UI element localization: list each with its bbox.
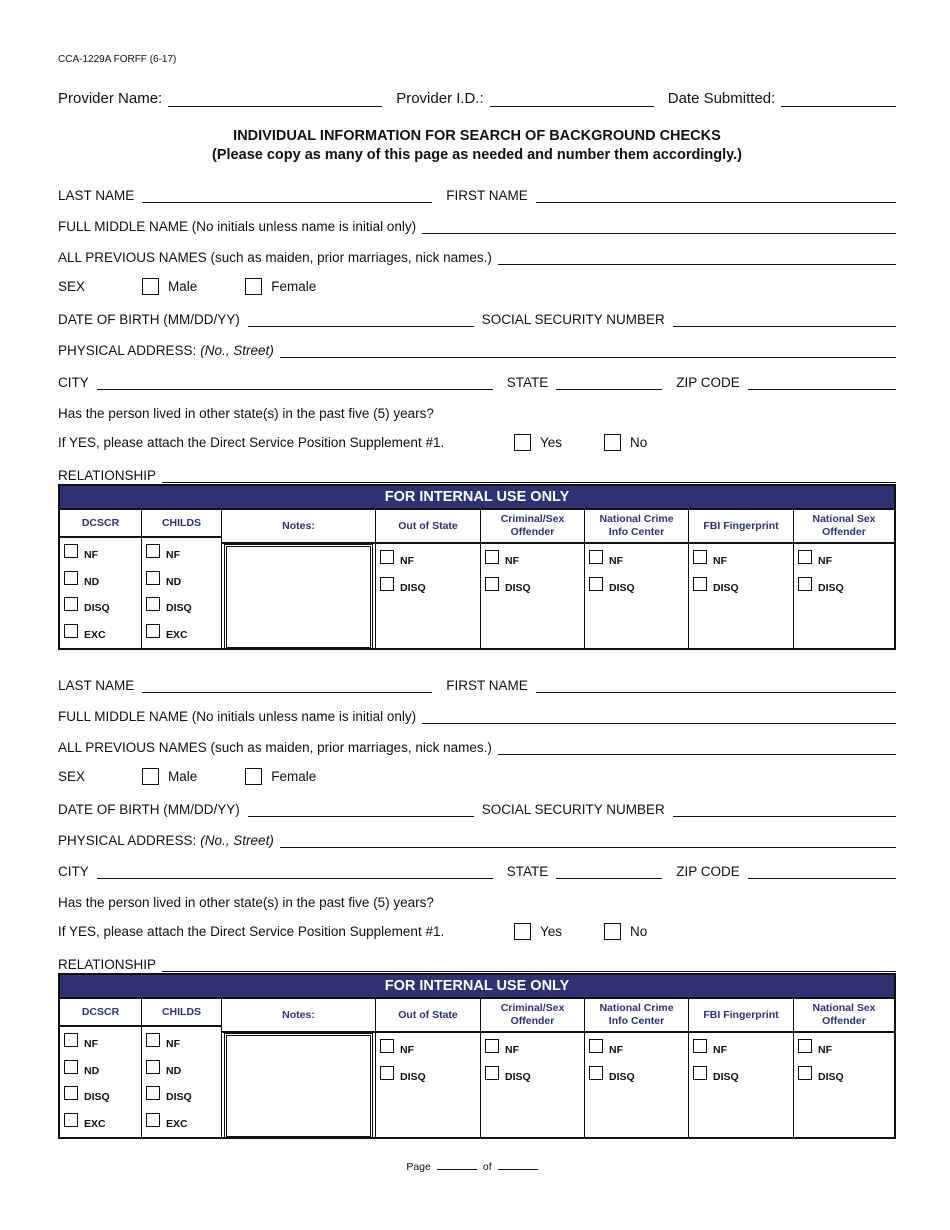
option-label: NF — [166, 1038, 180, 1051]
dcscr-exc[interactable] — [64, 1111, 141, 1138]
ssn-label: SOCIAL SECURITY NUMBER — [481, 312, 665, 327]
option-label: DISQ — [400, 581, 426, 594]
ncic-column — [585, 510, 689, 648]
address-row — [58, 828, 896, 848]
dob-ssn-row — [58, 307, 896, 327]
previous-names-label: ALL PREVIOUS NAMES (such as maiden, prior marriages, nick names.) — [58, 250, 492, 265]
criminal-disq[interactable] — [485, 1064, 584, 1091]
checkbox-icon[interactable] — [798, 1039, 812, 1053]
checkbox-icon[interactable] — [146, 544, 160, 558]
relationship-label: RELATIONSHIP — [58, 468, 157, 483]
middle-name-row — [58, 214, 896, 234]
option-label: NF — [818, 555, 832, 568]
nso-disq[interactable] — [798, 575, 894, 602]
childs-nd[interactable] — [146, 1058, 221, 1085]
notes-header: Notes: — [222, 999, 375, 1033]
header-line: Offender — [510, 1015, 555, 1027]
option-label: DISQ — [713, 1070, 739, 1083]
address-field[interactable] — [280, 345, 896, 358]
nso-header — [794, 510, 894, 544]
checkbox-icon[interactable] — [693, 1066, 707, 1080]
last-name-label: LAST NAME — [58, 678, 135, 693]
childs-header: CHILDS — [142, 510, 221, 538]
zip-field[interactable] — [748, 866, 896, 879]
first-name-field[interactable] — [536, 190, 896, 203]
header-line: Info Center — [608, 526, 665, 538]
of-label: of — [482, 1161, 492, 1173]
option-label: NF — [713, 555, 727, 568]
last-name-label: LAST NAME — [58, 188, 135, 203]
internal-use-title: FOR INTERNAL USE ONLY — [60, 975, 894, 999]
ncic-disq[interactable] — [589, 575, 688, 602]
dob-label: DATE OF BIRTH (MM/DD/YY) — [58, 802, 240, 817]
yes-option[interactable] — [514, 434, 562, 451]
first-name-label: FIRST NAME — [446, 188, 528, 203]
sex-row — [58, 276, 896, 296]
relationship-field[interactable] — [162, 470, 896, 483]
address-hint: (No., Street) — [200, 343, 274, 358]
form-code: CCA-1229A FORFF (6-17) — [58, 54, 177, 65]
checkbox-icon[interactable] — [589, 1066, 603, 1080]
childs-exc[interactable] — [146, 1111, 221, 1138]
header-line: Criminal/Sex — [500, 513, 565, 525]
state-label: STATE — [506, 864, 549, 879]
option-label: NF — [166, 549, 180, 562]
first-name-field[interactable] — [536, 680, 896, 693]
dob-ssn-row — [58, 797, 896, 817]
option-label: ND — [166, 575, 182, 588]
nso-nf[interactable] — [798, 548, 894, 575]
checkbox-icon[interactable] — [64, 1060, 78, 1074]
no-option[interactable] — [604, 434, 647, 451]
checkbox-icon[interactable] — [798, 577, 812, 591]
checkbox-icon[interactable] — [693, 550, 707, 564]
form-title — [58, 127, 896, 165]
middle-name-field[interactable] — [422, 221, 896, 234]
no-checkbox[interactable] — [604, 923, 621, 940]
lived-question: Has the person lived in other state(s) in the past five (5) years? — [58, 406, 434, 421]
city-state-zip-row — [58, 370, 896, 390]
option-label: DISQ — [505, 1070, 531, 1083]
header-fields — [58, 90, 896, 107]
state-label: STATE — [506, 375, 549, 390]
out-of-state-column — [376, 510, 481, 648]
criminal-nf[interactable] — [485, 1037, 584, 1064]
sex-row — [58, 766, 896, 786]
page-footer — [0, 1160, 950, 1173]
nso-nf[interactable] — [798, 1037, 894, 1064]
page-total-field[interactable] — [498, 1160, 538, 1170]
header-line: Offender — [822, 1015, 866, 1027]
male-checkbox[interactable] — [142, 768, 159, 785]
fbi-disq[interactable] — [693, 575, 793, 602]
childs-column — [142, 999, 222, 1137]
childs-exc[interactable] — [146, 622, 221, 649]
if-yes-row — [58, 432, 896, 452]
option-label: NF — [400, 555, 414, 568]
fbi-disq[interactable] — [693, 1064, 793, 1091]
page-label: Page — [406, 1161, 431, 1173]
dcscr-nd[interactable] — [64, 569, 141, 596]
header-line: Criminal/Sex — [500, 1002, 565, 1014]
header-line: Info Center — [608, 1015, 665, 1027]
last-name-field[interactable] — [142, 190, 432, 203]
option-label: NF — [609, 1044, 623, 1057]
yes-option[interactable] — [514, 923, 562, 940]
childs-nd[interactable] — [146, 569, 221, 596]
checkbox-icon[interactable] — [380, 1066, 394, 1080]
checkbox-icon[interactable] — [798, 1066, 812, 1080]
zip-label: ZIP CODE — [676, 375, 740, 390]
address-label: PHYSICAL ADDRESS: — [58, 833, 197, 848]
ssn-field[interactable] — [673, 314, 896, 327]
if-yes-text: If YES, please attach the Direct Service Position Supplement #1. — [58, 923, 445, 939]
criminal-sex-offender-header — [481, 999, 584, 1033]
male-label: Male — [168, 768, 198, 784]
if-yes-text: If YES, please attach the Direct Service Position Supplement #1. — [58, 434, 445, 450]
yes-checkbox[interactable] — [514, 923, 531, 940]
address-label: PHYSICAL ADDRESS: — [58, 343, 197, 358]
out-of-state-column — [376, 999, 481, 1137]
option-label: DISQ — [818, 581, 844, 594]
middle-name-label: FULL MIDDLE NAME (No initials unless name is initial only) — [58, 219, 417, 234]
notes-column — [222, 999, 376, 1137]
address-field[interactable] — [280, 835, 896, 848]
checkbox-icon[interactable] — [146, 1086, 160, 1100]
fbi-nf[interactable] — [693, 548, 793, 575]
ncic-header — [585, 510, 688, 544]
nso-disq[interactable] — [798, 1064, 894, 1091]
option-label: NF — [609, 555, 623, 568]
header-line: National Sex — [812, 1002, 876, 1014]
lived-question-row — [58, 401, 896, 421]
middle-name-field[interactable] — [422, 711, 896, 724]
criminal-nf[interactable] — [485, 548, 584, 575]
middle-name-row — [58, 704, 896, 724]
dob-field[interactable] — [248, 314, 474, 327]
male-label: Male — [168, 278, 198, 294]
male-option[interactable] — [142, 768, 197, 785]
ncic-disq[interactable] — [589, 1064, 688, 1091]
fbi-column — [689, 510, 794, 648]
middle-name-label: FULL MIDDLE NAME (No initials unless name is initial only) — [58, 709, 417, 724]
option-label: NF — [818, 1044, 832, 1057]
lived-question-row — [58, 890, 896, 910]
checkbox-icon[interactable] — [380, 577, 394, 591]
checkbox-icon[interactable] — [146, 1060, 160, 1074]
name-row — [58, 673, 896, 693]
header-line: National Crime — [599, 513, 674, 525]
female-checkbox[interactable] — [245, 768, 262, 785]
ncic-header — [585, 999, 688, 1033]
notes-column — [222, 510, 376, 648]
checkbox-icon[interactable] — [64, 1033, 78, 1047]
sub-title: (Please copy as many of this page as needed and number them accordingly.) — [212, 147, 742, 163]
option-label: NF — [505, 1044, 519, 1057]
provider-name-label: Provider Name: — [58, 90, 163, 107]
out-of-state-header: Out of State — [376, 510, 480, 544]
male-checkbox[interactable] — [142, 278, 159, 295]
notes-box[interactable] — [226, 546, 371, 648]
checkbox-icon[interactable] — [64, 1113, 78, 1127]
dob-field[interactable] — [248, 804, 474, 817]
sex-label: SEX — [58, 278, 86, 294]
option-label: DISQ — [609, 581, 635, 594]
checkbox-icon[interactable] — [146, 624, 160, 638]
relationship-label: RELATIONSHIP — [58, 957, 157, 972]
dcscr-header: DCSCR — [60, 510, 141, 538]
fbi-nf[interactable] — [693, 1037, 793, 1064]
sex-label: SEX — [58, 768, 86, 784]
if-yes-row — [58, 921, 896, 941]
checkbox-icon[interactable] — [64, 571, 78, 585]
address-hint: (No., Street) — [200, 833, 274, 848]
relationship-field[interactable] — [162, 959, 896, 972]
option-label: DISQ — [166, 602, 192, 615]
checkbox-icon[interactable] — [146, 1033, 160, 1047]
ncic-nf[interactable] — [589, 1037, 688, 1064]
checkbox-icon[interactable] — [146, 597, 160, 611]
relationship-row — [58, 463, 896, 483]
city-state-zip-row — [58, 859, 896, 879]
checkbox-icon[interactable] — [798, 550, 812, 564]
last-name-field[interactable] — [142, 680, 432, 693]
header-line: National Crime — [599, 1002, 674, 1014]
option-label: EXC — [84, 628, 106, 641]
female-option[interactable] — [245, 768, 316, 785]
main-title: INDIVIDUAL INFORMATION FOR SEARCH OF BACKGROUND CHECKS — [233, 128, 721, 144]
yes-label: Yes — [540, 923, 563, 939]
provider-id-label: Provider I.D.: — [396, 90, 484, 107]
option-label: NF — [84, 1038, 98, 1051]
option-label: EXC — [166, 628, 188, 641]
checkbox-icon[interactable] — [693, 577, 707, 591]
ncic-nf[interactable] — [589, 548, 688, 575]
dcscr-column — [60, 510, 142, 648]
childs-column — [142, 510, 222, 648]
female-label: Female — [271, 278, 317, 294]
childs-nf[interactable] — [146, 542, 221, 569]
checkbox-icon[interactable] — [485, 550, 499, 564]
option-label: NF — [84, 549, 98, 562]
first-name-label: FIRST NAME — [446, 678, 528, 693]
dcscr-nf[interactable] — [64, 1031, 141, 1058]
internal-use-table — [58, 973, 896, 1139]
lived-question: Has the person lived in other state(s) in the past five (5) years? — [58, 895, 434, 910]
criminal-sex-offender-column — [481, 510, 585, 648]
fbi-column — [689, 999, 794, 1137]
female-checkbox[interactable] — [245, 278, 262, 295]
city-label: CITY — [58, 864, 89, 879]
internal-use-table — [58, 484, 896, 650]
checkbox-icon[interactable] — [380, 550, 394, 564]
female-option[interactable] — [245, 278, 316, 295]
checkbox-icon[interactable] — [64, 597, 78, 611]
criminal-disq[interactable] — [485, 575, 584, 602]
previous-names-label: ALL PREVIOUS NAMES (such as maiden, prior marriages, nick names.) — [58, 740, 492, 755]
city-field[interactable] — [97, 377, 493, 390]
checkbox-icon[interactable] — [380, 1039, 394, 1053]
yes-checkbox[interactable] — [514, 434, 531, 451]
no-label: No — [630, 434, 648, 450]
option-label: ND — [166, 1064, 182, 1077]
internal-use-title: FOR INTERNAL USE ONLY — [60, 486, 894, 510]
option-label: DISQ — [84, 602, 110, 615]
dcscr-disq[interactable] — [64, 595, 141, 622]
checkbox-icon[interactable] — [64, 624, 78, 638]
out-of-state-header: Out of State — [376, 999, 480, 1033]
notes-box[interactable] — [226, 1035, 371, 1137]
option-label: ND — [84, 575, 100, 588]
dcscr-column — [60, 999, 142, 1137]
option-label: NF — [400, 1044, 414, 1057]
previous-names-field[interactable] — [498, 742, 896, 755]
city-field[interactable] — [97, 866, 493, 879]
option-label: NF — [505, 555, 519, 568]
option-label: DISQ — [84, 1091, 110, 1104]
option-label: DISQ — [505, 581, 531, 594]
no-option[interactable] — [604, 923, 647, 940]
fbi-header: FBI Fingerprint — [689, 999, 793, 1033]
checkbox-icon[interactable] — [485, 1039, 499, 1053]
no-label: No — [630, 923, 648, 939]
state-field[interactable] — [556, 377, 662, 390]
ssn-label: SOCIAL SECURITY NUMBER — [481, 802, 665, 817]
out-of-state-nf[interactable] — [380, 548, 480, 575]
previous-names-row — [58, 735, 896, 755]
childs-disq[interactable] — [146, 595, 221, 622]
childs-header: CHILDS — [142, 999, 221, 1027]
yes-label: Yes — [540, 434, 563, 450]
option-label: EXC — [84, 1117, 106, 1130]
childs-disq[interactable] — [146, 1084, 221, 1111]
out-of-state-disq[interactable] — [380, 1064, 480, 1091]
date-submitted-field[interactable] — [781, 92, 896, 107]
ncic-column — [585, 999, 689, 1137]
dcscr-nf[interactable] — [64, 542, 141, 569]
nso-header — [794, 999, 894, 1033]
female-label: Female — [271, 768, 317, 784]
option-label: DISQ — [818, 1070, 844, 1083]
criminal-sex-offender-column — [481, 999, 585, 1137]
provider-name-field[interactable] — [168, 92, 382, 107]
city-label: CITY — [58, 375, 89, 390]
out-of-state-nf[interactable] — [380, 1037, 480, 1064]
checkbox-icon[interactable] — [485, 577, 499, 591]
checkbox-icon[interactable] — [64, 544, 78, 558]
date-submitted-label: Date Submitted: — [667, 90, 776, 107]
zip-label: ZIP CODE — [676, 864, 740, 879]
dcscr-disq[interactable] — [64, 1084, 141, 1111]
option-label: ND — [84, 1064, 100, 1077]
criminal-sex-offender-header — [481, 510, 584, 544]
zip-field[interactable] — [748, 377, 896, 390]
nso-column — [794, 999, 894, 1137]
relationship-row — [58, 952, 896, 972]
no-checkbox[interactable] — [604, 434, 621, 451]
dcscr-header: DCSCR — [60, 999, 141, 1027]
option-label: DISQ — [166, 1091, 192, 1104]
fbi-header: FBI Fingerprint — [689, 510, 793, 544]
name-row — [58, 183, 896, 203]
state-field[interactable] — [556, 866, 662, 879]
option-label: DISQ — [713, 581, 739, 594]
provider-id-field[interactable] — [490, 92, 654, 107]
header-line: Offender — [822, 526, 866, 538]
checkbox-icon[interactable] — [146, 1113, 160, 1127]
out-of-state-disq[interactable] — [380, 575, 480, 602]
option-label: NF — [713, 1044, 727, 1057]
address-row — [58, 338, 896, 358]
checkbox-icon[interactable] — [485, 1066, 499, 1080]
dob-label: DATE OF BIRTH (MM/DD/YY) — [58, 312, 240, 327]
ssn-field[interactable] — [673, 804, 896, 817]
option-label: EXC — [166, 1117, 188, 1130]
checkbox-icon[interactable] — [693, 1039, 707, 1053]
dcscr-nd[interactable] — [64, 1058, 141, 1085]
previous-names-row — [58, 245, 896, 265]
header-line: Offender — [510, 526, 555, 538]
notes-header: Notes: — [222, 510, 375, 544]
male-option[interactable] — [142, 278, 197, 295]
header-line: National Sex — [812, 513, 876, 525]
checkbox-icon[interactable] — [589, 577, 603, 591]
checkbox-icon[interactable] — [589, 550, 603, 564]
checkbox-icon[interactable] — [146, 571, 160, 585]
option-label: DISQ — [400, 1070, 426, 1083]
checkbox-icon[interactable] — [589, 1039, 603, 1053]
dcscr-exc[interactable] — [64, 622, 141, 649]
childs-nf[interactable] — [146, 1031, 221, 1058]
checkbox-icon[interactable] — [64, 1086, 78, 1100]
page-number-field[interactable] — [437, 1160, 477, 1170]
nso-column — [794, 510, 894, 648]
previous-names-field[interactable] — [498, 252, 896, 265]
option-label: DISQ — [609, 1070, 635, 1083]
